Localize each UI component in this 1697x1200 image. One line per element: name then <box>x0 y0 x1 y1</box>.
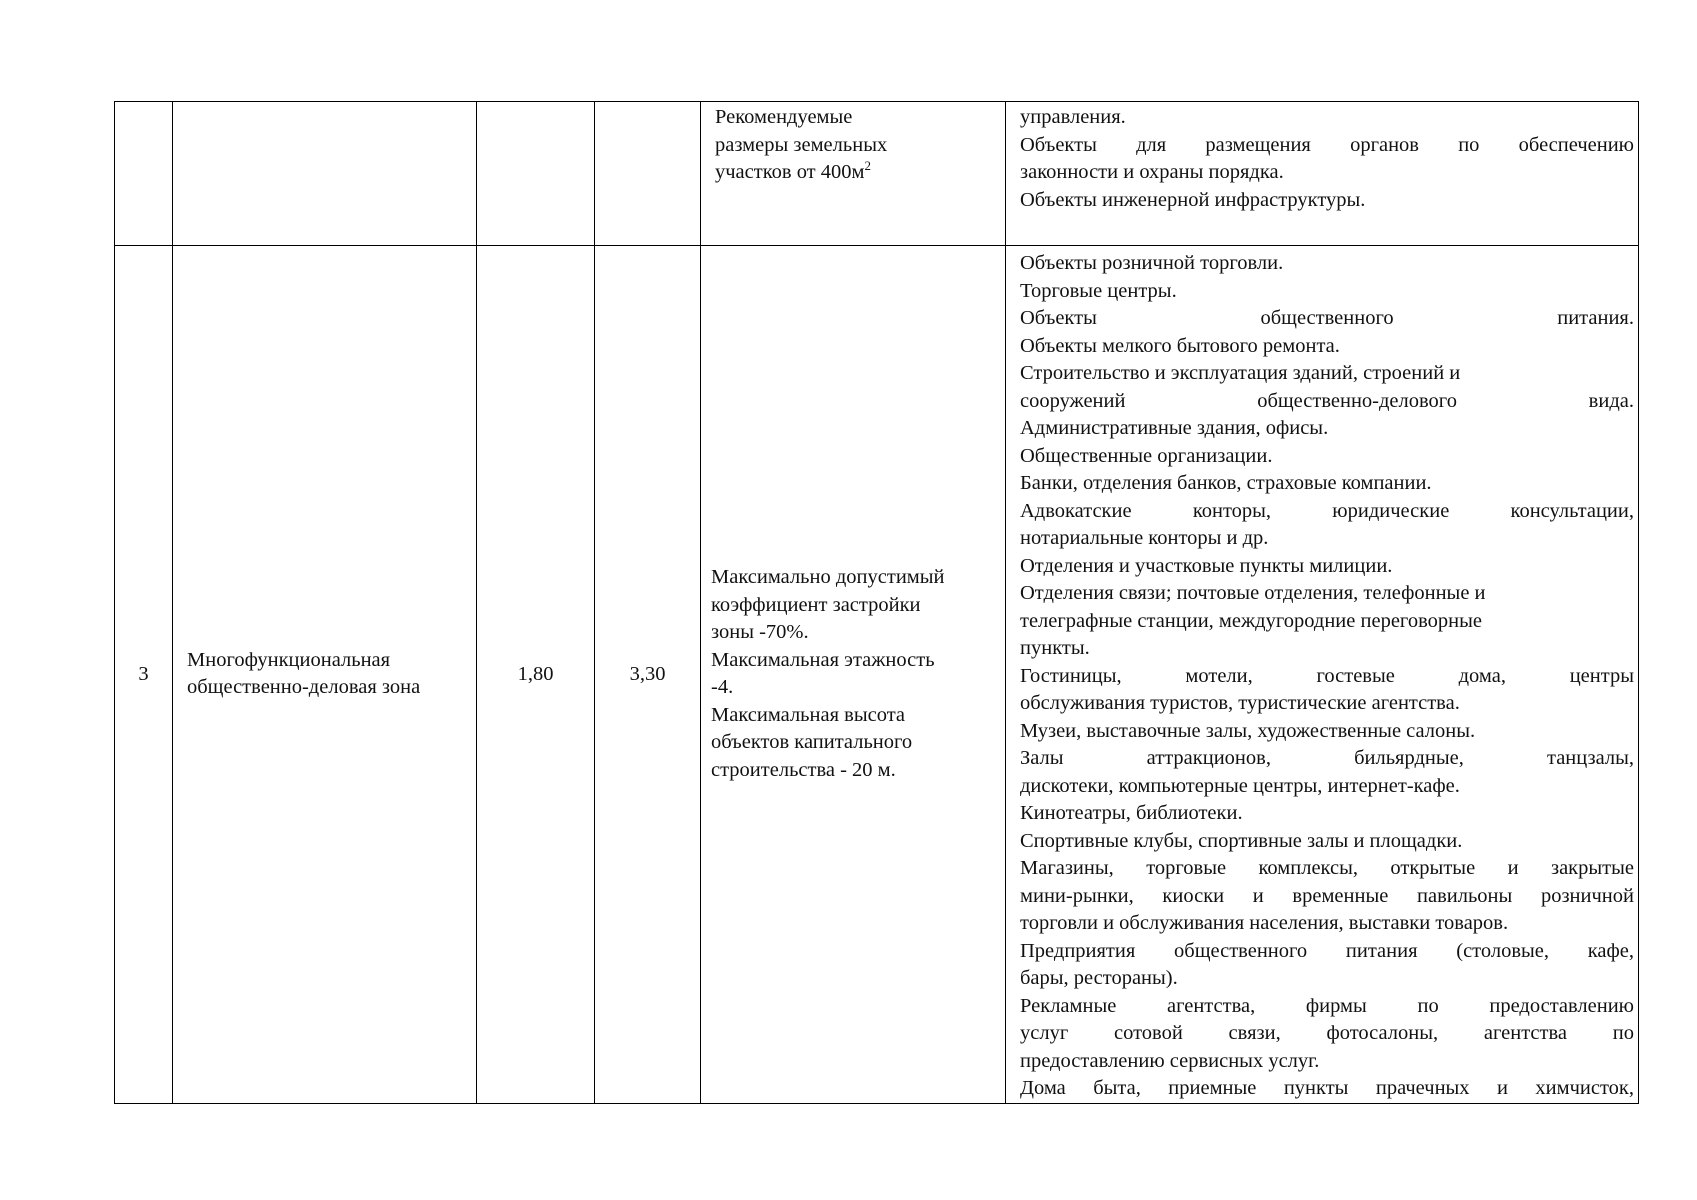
use-line: Гостиницы, мотели, гостевые дома, центры <box>1020 664 1634 687</box>
use-line: мини-рынки, киоски и временные павильоны розничной <box>1020 884 1634 907</box>
use-line: торговли и обслуживания населения, выставки товаров. <box>1020 912 1509 934</box>
use-line: Предприятия общественного питания (столовые, кафе, <box>1020 939 1634 962</box>
params-line: Максимальная этажность <box>711 648 935 671</box>
use-line: Банки, отделения банков, страховые компании. <box>1020 472 1432 494</box>
use-line: услуг сотовой связи, фотосалоны, агентства по <box>1020 1022 1634 1044</box>
use-line: Магазины, торговые комплексы, открытые и закрытые <box>1020 857 1634 879</box>
params-cell <box>701 102 1006 246</box>
value-a-cell: 1,80 <box>477 246 595 1104</box>
value-a-cell <box>477 102 595 246</box>
superscript: 2 <box>864 158 871 174</box>
use-line: сооружений общественно-делового вида. <box>1020 389 1634 412</box>
use-line: предоставлению сервисных услуг. <box>1020 1049 1320 1072</box>
zone-name-cell <box>173 246 477 1104</box>
use-line: обслуживания туристов, туристические агентства. <box>1020 692 1460 714</box>
table-row <box>115 246 1639 1104</box>
uses-list <box>1020 104 1634 214</box>
use-line: Объекты розничной торговли. <box>1020 252 1284 274</box>
zone-name-cell <box>173 102 477 246</box>
uses-cell <box>1006 246 1639 1104</box>
use-line: нотариальные конторы и др. <box>1020 527 1269 549</box>
num-cell: 3 <box>115 246 173 1104</box>
use-line: Административные здания, офисы. <box>1020 417 1329 439</box>
use-line: Кинотеатры, библиотеки. <box>1020 802 1243 824</box>
params-cell <box>701 246 1006 1104</box>
uses-cell <box>1006 102 1639 246</box>
zone-name-line: Многофункциональная <box>187 648 391 671</box>
use-line: Рекламные агентства, фирмы по предоставлению <box>1020 994 1634 1017</box>
use-line: Адвокатские конторы, юридические консультации, <box>1020 499 1634 522</box>
use-line: Объекты для размещения органов по обеспечению <box>1020 133 1634 156</box>
params-line: коэффициент застройки <box>711 593 921 616</box>
params-line: Максимальная высота <box>711 703 905 726</box>
params-line: строительства - 20 м. <box>711 758 896 781</box>
use-line: пункты. <box>1020 637 1090 659</box>
params-list <box>711 564 999 784</box>
use-line: Объекты общественного питания. <box>1020 307 1634 329</box>
use-line: Отделения и участковые пункты милиции. <box>1020 554 1393 577</box>
use-line: законности и охраны порядка. <box>1020 161 1284 183</box>
use-line: Строительство и эксплуатация зданий, строений и <box>1020 362 1461 384</box>
table-row <box>115 102 1639 246</box>
use-line: дискотеки, компьютерные центры, интернет-кафе. <box>1020 774 1460 797</box>
value-b-cell: 3,30 <box>595 246 701 1104</box>
params-line: -4. <box>711 676 734 699</box>
uses-list <box>1020 250 1634 1103</box>
params-line: объектов капитального <box>711 731 913 754</box>
params-line: Максимально допустимый <box>711 566 945 589</box>
use-line: Спортивные клубы, спортивные залы и площадки. <box>1020 829 1463 852</box>
use-line: Общественные организации. <box>1020 444 1273 467</box>
use-line: Объекты мелкого бытового ремонта. <box>1020 334 1340 357</box>
use-line: Музеи, выставочные залы, художественные салоны. <box>1020 719 1476 742</box>
params-line: Рекомендуемые <box>715 106 853 128</box>
use-line: Отделения связи; почтовые отделения, телефонные и <box>1020 582 1486 604</box>
use-line: управления. <box>1020 106 1126 128</box>
params-line: зоны -70%. <box>711 621 809 644</box>
use-line: Объекты инженерной инфраструктуры. <box>1020 188 1366 211</box>
use-line: Дома быта, приемные пункты прачечных и химчисток, <box>1020 1077 1634 1099</box>
params-line: участков от 400м <box>715 161 865 183</box>
use-line: Залы аттракционов, бильярдные, танцзалы, <box>1020 747 1634 769</box>
zone-name-line: общественно-деловая зона <box>187 676 421 699</box>
num-cell <box>115 102 173 246</box>
use-line: бары, рестораны). <box>1020 967 1178 989</box>
use-line: Торговые центры. <box>1020 279 1177 302</box>
value-b-cell <box>595 102 701 246</box>
zoning-table <box>114 101 1639 1104</box>
use-line: телеграфные станции, междугородние переговорные <box>1020 609 1482 632</box>
params-line: размеры земельных <box>715 133 888 156</box>
